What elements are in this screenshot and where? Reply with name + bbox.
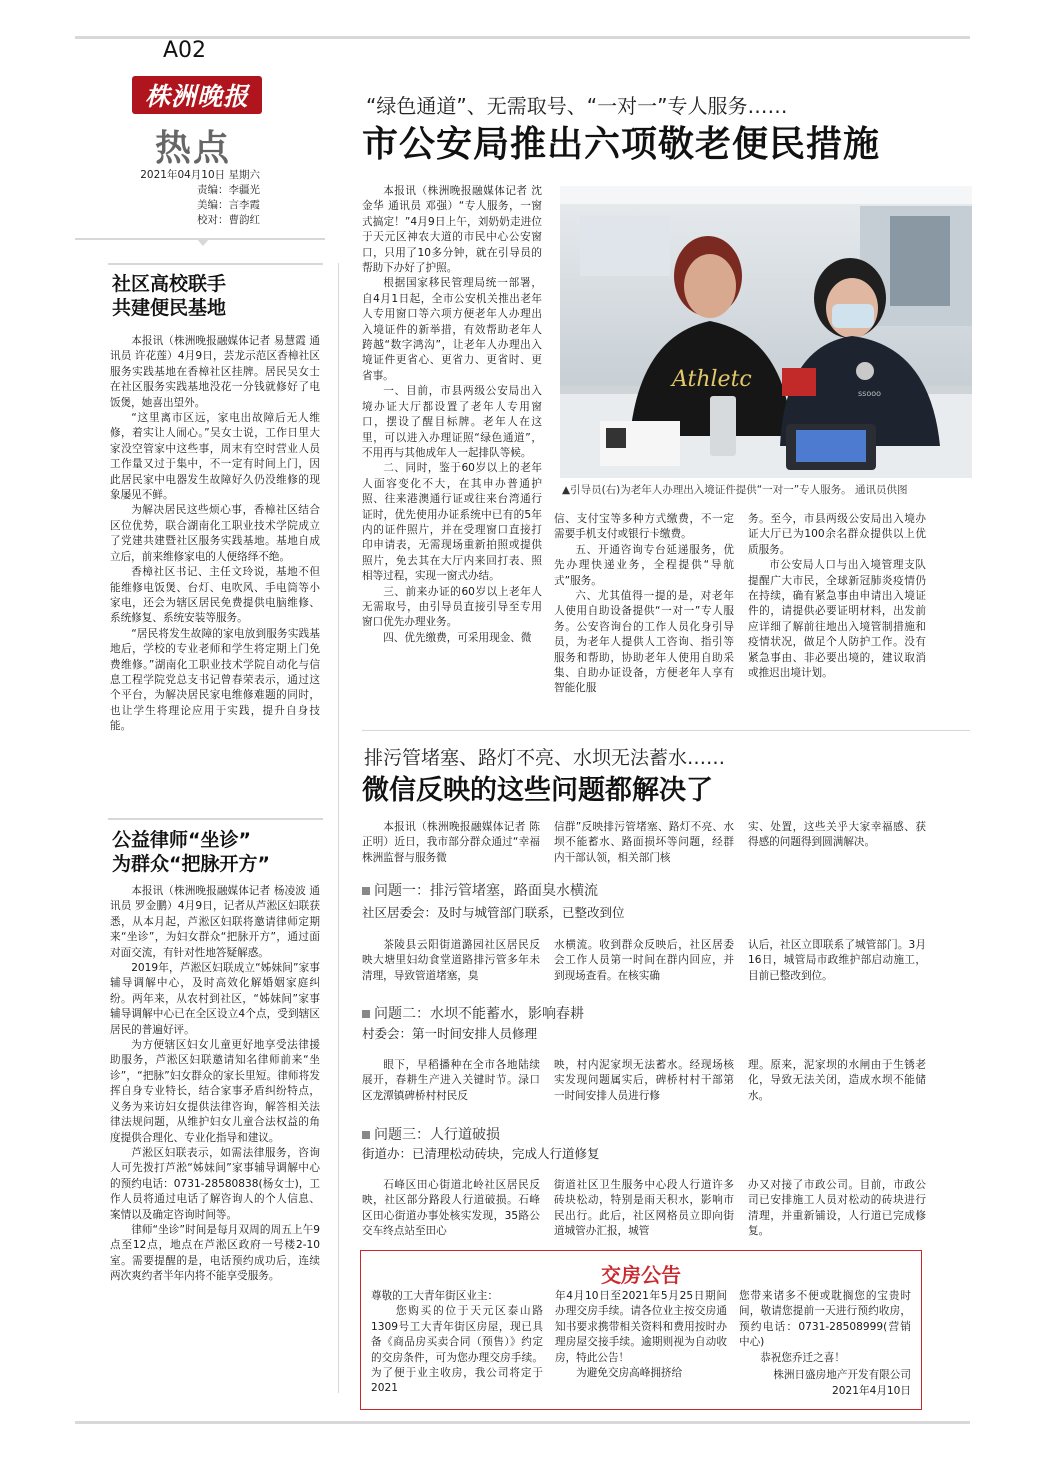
lead-para: 六、尤其值得一提的是，对老年人使用自助设备提供“一对一”专人服务。公安咨询台的工作人员化身引导员，为老年人提供人工咨询、指引等服务和帮助，协助老年人使用自助采集、自助办证设备，方便老年人享有智能化服 [554, 590, 734, 695]
side-rule-2 [108, 818, 323, 820]
side2-para: 2019年，芦淞区妇联成立“姊妹间”家事辅导调解中心，及时高效化解婚姻家庭纠纷。两年来，从农村到社区，“姊妹间”家事辅导调解中心已在全区设立4个点，受到辖区居民的普遍好评。 [110, 962, 320, 1036]
side1-para: 香樟社区书记、主任文玲说，基地不但能维修电饭煲、台灯、电吹风、手电筒等小家电，还会为辖区居民免费提供电脑维修、系统修复、系统安装等服务。 [110, 566, 320, 625]
issue3-col3: 办又对接了市政公司。目前，市政公司已安排施工人员对松动的砖块进行清理，并重新铺设，人行道已完成修复。 [748, 1179, 926, 1238]
lead-col1 [362, 184, 542, 646]
lead-col3 [748, 512, 926, 681]
square-bullet-icon [362, 887, 370, 895]
issue2-label [362, 1003, 584, 1023]
newspaper-logo [132, 76, 262, 114]
issue3-col1: 石峰区田心街道北岭社区居民反映，社区部分路段人行道破损。石峰区田心街道办事处核实发现，35路公交车终点站至田心 [362, 1179, 540, 1238]
issue3-col2: 街道社区卫生服务中心段人行道许多砖块松动，特别是雨天积水，影响市民出行。此后，社区网格员立即向街道城管办汇报，城管 [554, 1179, 734, 1238]
side1-title-line2: 共建便民基地 [112, 297, 227, 319]
lead-col2 [554, 512, 734, 697]
side2-para: 芦淞区妇联表示，如需法律服务，咨询人可先拨打芦淞“姊妹间”家事辅导调解中心的预约电话：0731-28580838(杨女士)，工作人员将通过电话了解咨询人的个人信息、案情以及确定咨询时间等。 [110, 1146, 320, 1221]
issue1-response: 社区居委会：及时与城管部门联系，已整改到位 [362, 905, 625, 920]
side1-para: “这里离市区远，家电出故障后无人维修，着实让人闹心。”吴女士说，工作日里大家没空管家中这些事，周末有空时营业人员工作量又过于集中，不一定有时间上门，因此居民家中电器发生故障好久仍没维修的现象屡见不鲜。 [110, 412, 320, 502]
issue-date: 2021年04月10日 星期六 [140, 169, 260, 181]
side-rule-1 [108, 263, 323, 265]
photo-caption: ▲引导员(右)为老年人办理出入境证件提供“一对一”专人服务。 通讯员供图 [562, 484, 908, 496]
lead-para: 二、同时，鉴于60岁以上的老年人面容变化不大，在其申办普通护照、往来港澳通行证或往来台湾通行证时，优先使用办证系统中已有的5年内的证件照片，并在受理窗口直接打印申请表，无需现场重新拍照或提供照片，免去其在大厅内来回打表、照相等过程，实现一窗式办结。 [362, 462, 542, 583]
story-rule [362, 730, 970, 731]
notice-title: 交房公告 [601, 1263, 681, 1287]
lead-para: 一、目前，市县两级公安局出入境办证大厅都设置了老年人专用窗口，摆设了醒目标牌。老年人在这里，可以进入办理证照“绿色通道”，不用再与其他成年人一起排队等候。 [362, 385, 542, 459]
wechat-kicker: 排污管堵塞、路灯不亮、水坝无法蓄水…… [364, 747, 726, 769]
lead-para: 信、支付宝等多种方式缴费，不一定需要手机支付或银行卡缴费。 [554, 513, 734, 541]
wechat-headline: 微信反映的这些问题都解决了 [362, 775, 713, 806]
side1-para: “居民将发生故障的家电放到服务实践基地后，学校的专业老师和学生将定期上门免费维修。”湖南化工职业技术学院自动化与信息工程学院党总支书记曾春荣表示，通过这个平台，为解决居民家电维修难题的同时，也让学生将理论应用于实践，提升自身技能。 [110, 627, 320, 733]
issue1-label [362, 880, 598, 900]
issue2-col2: 映，村内泥家坝无法蓄水。经现场核实发现问题属实后，碑桥村村干部第一时间安排人员进行修 [554, 1059, 734, 1102]
issue2-col1: 眼下，早稻播种在全市各地陆续展开，春耕生产进入关键时节。渌口区龙潭镇碑桥村村民反 [362, 1059, 540, 1102]
issue3-label-text: 问题三：人行道破损 [374, 1127, 500, 1143]
page-credits [110, 168, 260, 228]
notice-col1: 尊敬的工大青年街区业主： 您购买的位于天元区泰山路1309号工大青年街区房屋，现已具备《商品房买卖合同（预售）》约定的交房条件，可为您办理交房手续。为了便于业主收房，我公司将定于2021 [371, 1290, 543, 1395]
square-bullet-icon [362, 1010, 370, 1018]
issue1-col1: 茶陵县云阳街道潞园社区居民反映大塘里妇幼食堂道路排污管多年未清理，导致管道堵塞，臭 [362, 939, 540, 982]
square-bullet-icon [362, 1131, 370, 1139]
jacket-text: Athletc [672, 367, 752, 392]
side1-para: 本报讯（株洲晚报融媒体记者 易慧霞 通讯员 许花莲）4月9日，芸龙示范区香樟社区服务实践基地在香樟社区挂牌。居民吴女士在社区服务实践基地没花一分钱就修好了电饭煲，她喜出望外。 [110, 335, 320, 409]
issue1-col3: 认后，社区立即联系了城管部门。3月16日，城管局市政维护部启动施工，目前已整改到位。 [748, 939, 926, 982]
badge-text: ssooo [858, 389, 882, 398]
notice-col2: 年4月10日至2021年5月25日期间办理交房手续。请各位业主按交房通知书要求携带相关资料和费用按时办理房屋交接手续。逾期则视为自动收房，特此公告！ 为避免交房高峰拥挤给 [555, 1290, 727, 1380]
wechat-intro-col3: 实、处置，这些关乎大家幸福感、获得感的问题得到圆满解决。 [748, 821, 926, 849]
side2-title [112, 828, 270, 876]
lead-para: 五、开通咨询专台延递服务，优先办理快递业务，全程提供“导航式”服务。 [554, 543, 734, 587]
side1-body [110, 334, 320, 735]
issue1-col2: 水横流。收到群众反映后，社区居委会工作人员第一时间在群内回应，并到现场查看。在核实确 [554, 939, 734, 982]
side1-title-line1: 社区高校联手 [112, 273, 227, 295]
side2-para: 为方便辖区妇女儿童更好地享受法律援助服务，芦淞区妇联邀请知名律师前来“坐诊”，“把脉”妇女群众的家长里短。律师将发挥自身专业特长，结合家事矛盾纠纷特点，义务为来访妇女提供法律咨询，解答相关法律法规问题，从维护妇女儿童合法权益的角度提供合理化、专业化指导和建议。 [110, 1039, 320, 1144]
notice-date: 2021年4月10日 [832, 1385, 911, 1397]
side1-title [112, 272, 226, 320]
issue2-label-text: 问题二：水坝不能蓄水，影响春耕 [374, 1006, 584, 1022]
logo-text: 株洲晚报 [144, 82, 249, 111]
top-rule [75, 36, 970, 39]
lead-para: 四、优先缴费，可采用现金、微 [383, 631, 532, 644]
lead-kicker: “绿色通道”、无需取号、“一对一”专人服务…… [366, 94, 788, 118]
bottom-rule [75, 1421, 970, 1424]
side2-para: 律师“坐诊”时间是每月双周的周五上午9点至12点，地点在芦淞区政府一号楼2-10室。需要提醒的是，电话预约成功后，连续两次爽约者半年内将不能享受服务。 [110, 1223, 320, 1283]
notice-box [360, 1250, 922, 1410]
notice-company: 株洲日盛房地产开发有限公司 [773, 1369, 911, 1381]
wechat-intro-col2: 信群”反映排污管堵塞、路灯不亮、水坝不能蓄水、路面损坏等问题，经群内干部认领，相关部门核 [554, 821, 734, 864]
issue3-response: 街道办：已清理松动砖块，完成人行道修复 [362, 1146, 600, 1161]
side2-body [110, 884, 320, 1285]
art-credit: 美编：言李霞 [197, 199, 260, 211]
side2-title-line1: 公益律师“坐诊” [112, 829, 251, 851]
side2-para: 本报讯（株洲晚报融媒体记者 杨凌波 通讯员 罗金鹏）4月9日，记者从芦淞区妇联获悉，从本月起，芦淞区妇联将邀请律师定期来“坐诊”，为妇女群众“把脉开方”，通过面对面交流，有针对性地答疑解惑。 [110, 885, 320, 959]
masthead-pointer-icon [196, 238, 210, 246]
issue2-col3: 理。原来，泥家坝的水闸由于生锈老化，导致无法关闭，造成水坝不能储水。 [748, 1059, 926, 1102]
lead-para: 三、前来办证的60岁以上老年人无需取号，由引导员直接引导至专用窗口优先办理业务。 [362, 585, 542, 629]
side1-para: 为解决居民这些烦心事，香樟社区结合区位优势，联合湖南化工职业技术学院成立了党建共建暨社区服务实践基地。基地自成立后，前来维修家电的人便络绎不绝。 [110, 504, 320, 563]
issue1-label-text: 问题一：排污管堵塞，路面臭水横流 [374, 883, 598, 899]
notice-col3: 您带来诸多不便或耽搁您的宝贵时间，敬请您提前一天进行预约收房，预约电话：0731-28508999(营销中心) 恭祝您乔迁之喜！ [739, 1290, 911, 1364]
lead-photo [560, 186, 972, 478]
wechat-intro-col1: 本报讯（株洲晚报融媒体记者 陈正明）近日，我市部分群众通过“幸福株洲监督与服务微 [362, 821, 540, 864]
issue3-label [362, 1124, 500, 1144]
issue2-response: 村委会：第一时间安排人员修理 [362, 1026, 538, 1041]
editor-credit: 责编：李疆光 [197, 184, 260, 196]
lead-para: 根据国家移民管理局统一部署，自4月1日起，全市公安机关推出老年人专用窗口等六项方便老年人办理出入境证件的新举措，有效帮助老年人跨越“数字鸿沟”，让老年人办理出入境证件更省心、更省力、更省时、更省事。 [362, 277, 542, 382]
page-number: A02 [163, 38, 207, 63]
proof-credit: 校对：曹韵红 [197, 214, 260, 226]
column-divider [338, 263, 339, 1393]
side2-title-line2: 为群众“把脉开方” [112, 853, 270, 875]
lead-para: 务。至今，市县两级公安局出入境办证大厅已为100余名群众提供以上优质服务。 [748, 513, 926, 556]
section-title: 热点 [155, 127, 232, 169]
lead-para: 市公安局人口与出入境管理支队提醒广大市民，全球新冠肺炎疫情仍在持续，确有紧急事由申请出入境证件的，请提供必要证明材料，出发前应详细了解前往地出入境管制措施和疫情状况，做足个人防护工作。没有紧急事由、非必要出境的，建议取消或推迟出境计划。 [748, 559, 926, 680]
lead-headline: 市公安局推出六项敬老便民措施 [362, 124, 881, 165]
lead-para: 本报讯（株洲晚报融媒体记者 沈金华 通讯员 邓强）“专人服务，一窗式搞定！”4月9日上午，刘奶奶走进位于天元区神农大道的市民中心公安窗口，只用了10多分钟，就在引导员的帮助下办好了护照。 [362, 185, 542, 275]
